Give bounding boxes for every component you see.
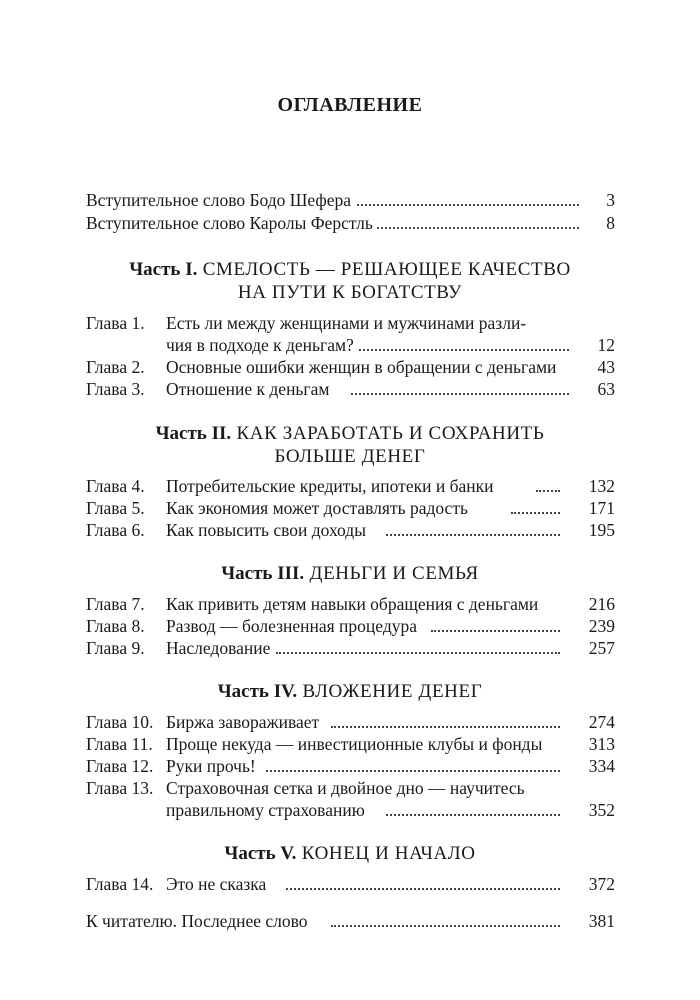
page-number: 334: [588, 756, 615, 776]
dot-leader: [286, 888, 560, 890]
chapter-number: Глава 7.: [86, 594, 145, 614]
entry-label: Вступительное слово Бодо Шефера: [86, 188, 355, 212]
toc-title: ОГЛАВЛЕНИЕ: [277, 94, 423, 116]
toc-entry-chapter-3: [86, 377, 615, 401]
part-prefix: Часть V.: [224, 843, 297, 864]
page-number: 63: [597, 379, 615, 399]
part-heading-line2: [0, 279, 700, 307]
toc-entry-chapter-1-cont: [86, 333, 615, 357]
dot-leader: [276, 652, 560, 654]
page-number: 43: [597, 357, 615, 377]
part-heading: [0, 560, 700, 588]
chapter-title: Как повысить свои доходы: [166, 518, 370, 542]
dot-leader: [431, 630, 560, 632]
toc-entry-intro-1: [86, 188, 615, 212]
page-number: 381: [588, 911, 615, 931]
chapter-title-line2: правильному страхованию: [166, 798, 369, 822]
toc-entry-chapter-9: [86, 636, 615, 660]
toc-entry-chapter-12: [86, 754, 615, 778]
part-title-line2: НА ПУТИ К БОГАТСТВУ: [237, 282, 463, 303]
toc-entry-chapter-10: [86, 710, 615, 734]
page-number: 195: [588, 520, 615, 540]
toc-entry-intro-2: [86, 211, 615, 235]
chapter-number: Глава 10.: [86, 712, 154, 732]
dot-leader: [356, 349, 569, 351]
chapter-number: Глава 6.: [86, 520, 145, 540]
toc-entry-chapter-14: [86, 872, 615, 896]
toc-entry-chapter-7: [86, 592, 615, 616]
toc-entry-chapter-6: [86, 518, 615, 542]
entry-label: Вступительное слово Каролы Ферстль: [86, 211, 377, 235]
part-heading: [0, 678, 700, 706]
chapter-title: Основные ошибки женщин в обращении с деньгами: [166, 355, 560, 379]
entry-label: К читателю. Последнее слово: [86, 909, 312, 933]
part-title-line2: БОЛЬШЕ ДЕНЕГ: [274, 446, 426, 467]
toc-entry-chapter-1: [86, 311, 615, 335]
toc-entry-chapter-13-cont: [86, 798, 615, 822]
chapter-number: Глава 5.: [86, 498, 145, 518]
chapter-title: Руки прочь!: [166, 754, 260, 778]
page-number: 3: [606, 190, 615, 210]
page-number: 216: [588, 594, 615, 614]
dot-leader: [386, 534, 560, 536]
page-number: 8: [606, 213, 615, 233]
chapter-number: Глава 11.: [86, 734, 153, 754]
part-title: КАК ЗАРАБОТАТЬ И СОХРАНИТЬ: [236, 423, 545, 444]
chapter-title: Проще некуда — инвестиционные клубы и фонды: [166, 732, 546, 756]
toc-entry-chapter-8: [86, 614, 615, 638]
dot-leader: [386, 814, 560, 816]
chapter-number: Глава 13.: [86, 778, 154, 798]
part-heading-line2: [0, 443, 700, 471]
part-title: ДЕНЬГИ И СЕМЬЯ: [309, 563, 479, 584]
dot-leader: [511, 512, 560, 514]
dot-leader: [266, 770, 560, 772]
page-number: 132: [588, 476, 615, 496]
page-number: 239: [588, 616, 615, 636]
part-prefix: Часть I.: [129, 259, 198, 280]
dot-leader: [351, 393, 569, 395]
dot-leader: [331, 726, 560, 728]
dot-leader: [536, 490, 560, 492]
part-title: СМЕЛОСТЬ — РЕШАЮЩЕЕ КАЧЕСТВО: [202, 259, 571, 280]
part-heading: [0, 840, 700, 868]
toc-entry-chapter-13: [86, 776, 615, 800]
chapter-title: Как привить детям навыки обращения с деньгами: [166, 592, 542, 616]
chapter-number: Глава 1.: [86, 313, 145, 333]
chapter-title: Наследование: [166, 636, 274, 660]
chapter-title: Развод — болезненная процедура: [166, 614, 421, 638]
page-number: 372: [588, 874, 615, 894]
chapter-number: Глава 8.: [86, 616, 145, 636]
toc-entry-chapter-5: [86, 496, 615, 520]
chapter-number: Глава 3.: [86, 379, 145, 399]
toc-entry-closing: [86, 909, 615, 933]
chapter-number: Глава 14.: [86, 874, 154, 894]
page-number: 257: [588, 638, 615, 658]
chapter-title: Потребительские кредиты, ипотеки и банки: [166, 474, 497, 498]
chapter-title: Отношение к деньгам: [166, 377, 333, 401]
page-number: 352: [588, 800, 615, 820]
page-number: 274: [588, 712, 615, 732]
chapter-title-line2: чия в подходе к деньгам?: [166, 333, 358, 357]
toc-entry-chapter-4: [86, 474, 615, 498]
chapter-title: Есть ли между женщинами и мужчинами разли-: [166, 311, 530, 335]
toc-entry-chapter-11: [86, 732, 615, 756]
chapter-number: Глава 9.: [86, 638, 145, 658]
dot-leader: [331, 925, 560, 927]
toc-entry-chapter-2: [86, 355, 615, 379]
chapter-title: Страховочная сетка и двойное дно — научитесь: [166, 776, 529, 800]
chapter-number: Глава 12.: [86, 756, 154, 776]
part-title: ВЛОЖЕНИЕ ДЕНЕГ: [302, 681, 483, 702]
page-number: 171: [588, 498, 615, 518]
chapter-title: Это не сказка: [166, 872, 270, 896]
chapter-title: Как экономия может доставлять радость: [166, 496, 472, 520]
part-title: КОНЕЦ И НАЧАЛО: [301, 843, 476, 864]
chapter-number: Глава 4.: [86, 476, 145, 496]
part-prefix: Часть III.: [221, 563, 305, 584]
part-prefix: Часть IV.: [217, 681, 298, 702]
page-number: 313: [588, 734, 615, 754]
chapter-title: Биржа завораживает: [166, 710, 323, 734]
page-number: 12: [597, 335, 615, 355]
part-prefix: Часть II.: [155, 423, 232, 444]
chapter-number: Глава 2.: [86, 357, 145, 377]
